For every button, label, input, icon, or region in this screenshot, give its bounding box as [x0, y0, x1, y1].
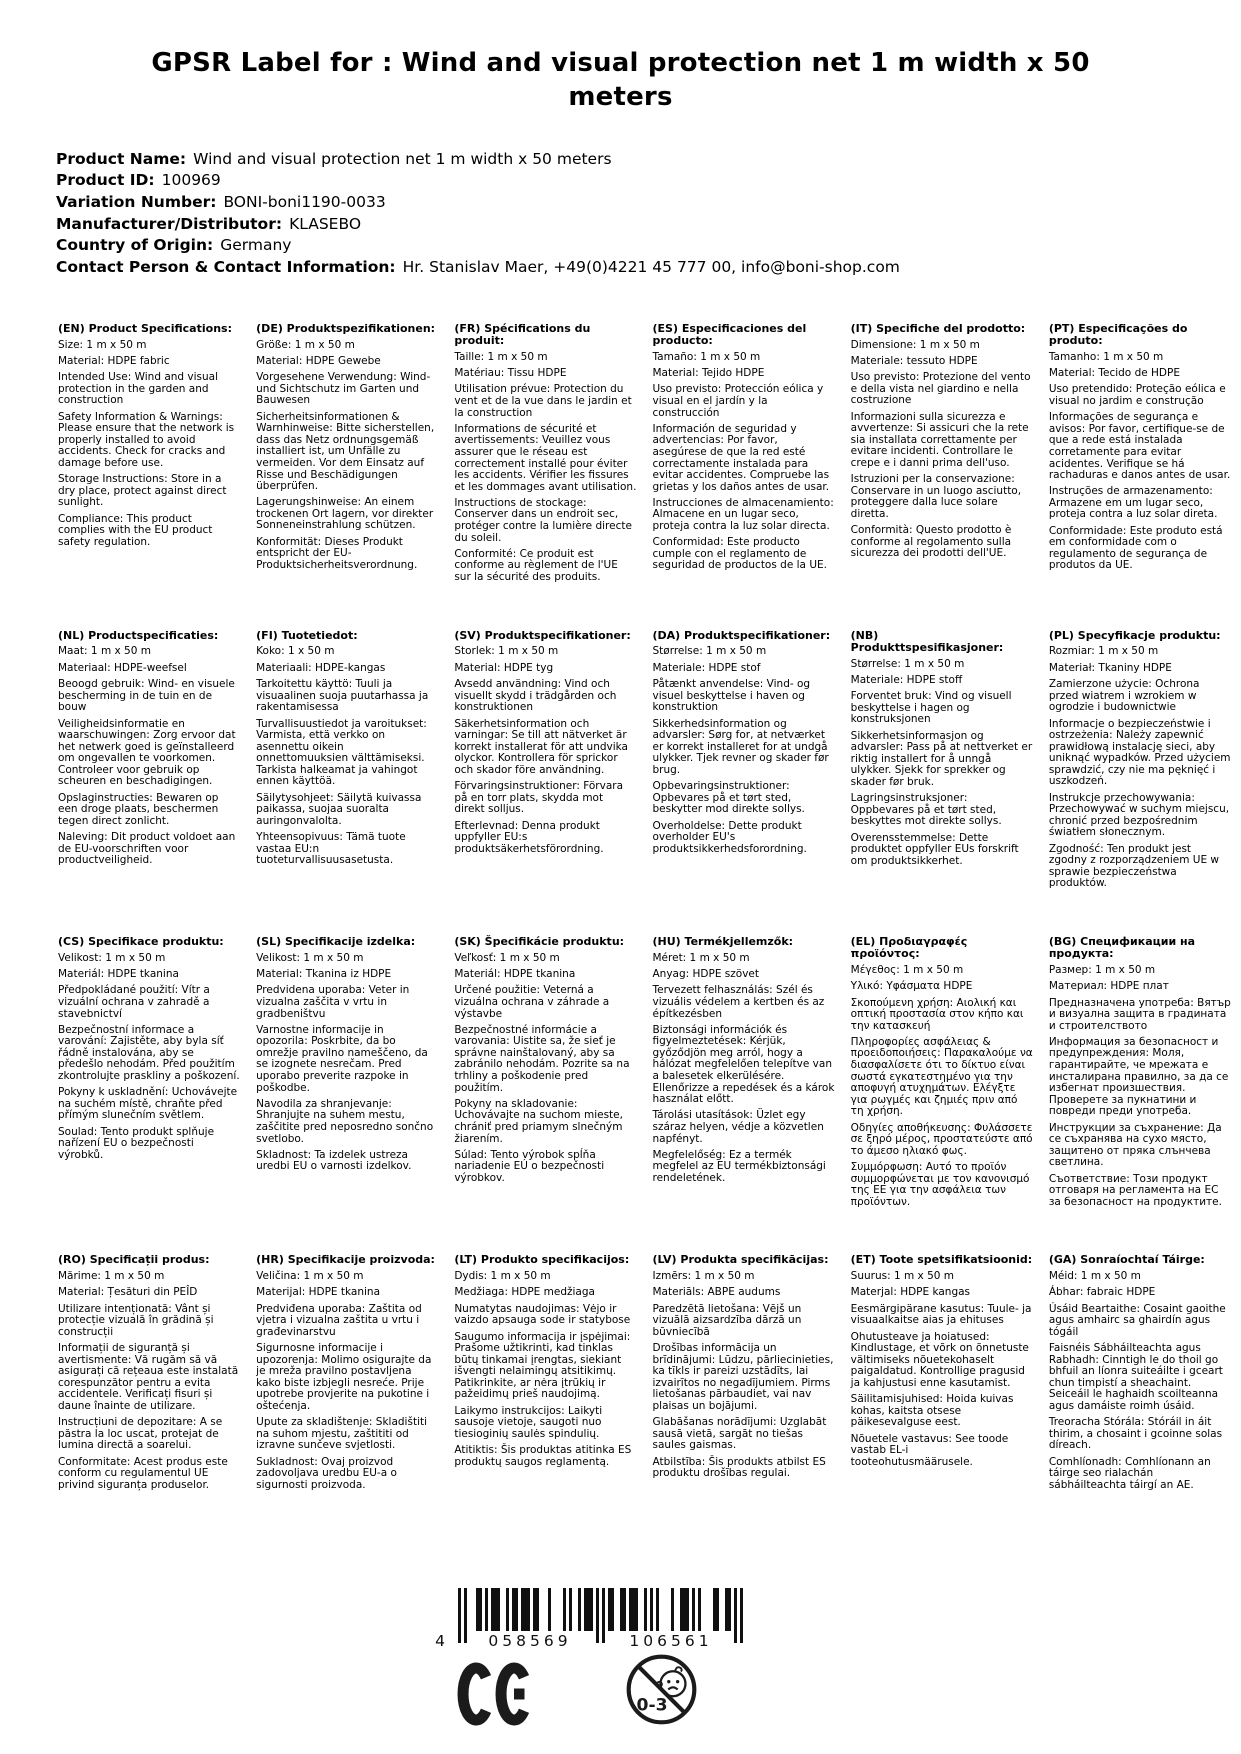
barcode-graphic — [398, 1588, 748, 1652]
spec-paragraph: Materiál: HDPE tkanina — [454, 968, 576, 981]
spec-paragraph: Predvidena uporaba: Veter in vizualna zaščita v vrtu in gradbeništvu — [256, 984, 410, 1020]
spec-paragraph: Laikymo instrukcijos: Laikyti sausoje vietoje, saugoti nuo tiesioginių saulės spindulių. — [454, 1404, 603, 1440]
spec-paragraph: Safety Information & Warnings: Please ensure that the network is properly installed to avoid accidents. Check for cracks and damage before use. — [58, 410, 235, 469]
info-field-3 — [56, 214, 1241, 236]
spec-paragraph: Pokyny na skladovanie: Uchovávajte na suchom mieste, chrániť pred priamym slnečným žiarením. — [454, 1097, 623, 1145]
spec-paragraph: Material: Tkanina iz HDPE — [256, 968, 392, 981]
spec-cell-sv — [454, 630, 636, 856]
spec-paragraph: Overensstemmelse: Dette produktet oppfyller EUs forskrift om produktsikkerhet. — [850, 831, 1019, 867]
spec-paragraph: Μέγεθος: 1 m x 50 m — [850, 963, 964, 976]
spec-paragraph: Medžiaga: HDPE medžiaga — [454, 1286, 595, 1299]
spec-cell-el — [851, 936, 1033, 1208]
spec-heading: (ET) Toote spetsifikatsioonid: — [850, 1253, 1033, 1267]
spec-heading: (EL) Προδιαγραφές προϊόντος: — [850, 934, 968, 960]
spec-paragraph: Bezpečnostné informácie a varovania: Uistite sa, že sieť je správne nainštalovaný, aby sa zabránilo nehodám. Pozrite sa na trhliny a poškodenie pred použitím. — [454, 1023, 630, 1094]
spec-cell-lt — [454, 1254, 636, 1468]
spec-cell-bg — [1049, 936, 1231, 1208]
spec-paragraph: Veličina: 1 m x 50 m — [256, 1270, 364, 1283]
spec-cell-ga — [1049, 1254, 1231, 1491]
spec-paragraph: Suurus: 1 m x 50 m — [850, 1270, 955, 1283]
barcode-right-digits: 106561 — [629, 1632, 713, 1650]
spec-paragraph: Informazioni sulla sicurezza e avvertenze: Si assicuri che la rete sia installata correttamente per evitare incidenti. Controllare le crepe e i danni prima dell'uso. — [850, 410, 1029, 469]
info-label: Contact Person & Contact Information: — [56, 258, 396, 277]
spec-paragraph: Materiaal: HDPE-weefsel — [58, 661, 187, 674]
spec-paragraph: Pokyny k uskladnění: Uchovávejte na suchém místě, chraňte před přímým slunečním světlem. — [58, 1086, 238, 1122]
spec-paragraph: Conformidade: Este produto está em conformidade com o regulamento de segurança de produtos da UE. — [1048, 524, 1223, 572]
spec-paragraph: Material: HDPE fabric — [58, 354, 170, 367]
spec-paragraph: Sukladnost: Ovaj proizvod zadovoljava uredbu EU-a o sigurnosti proizvoda. — [256, 1455, 397, 1491]
spec-heading: (HR) Specifikacije proizvoda: — [256, 1253, 435, 1267]
spec-paragraph: Πληροφορίες ασφάλειας & προειδοποιήσεις: Παρακαλούμε να διασφαλίσετε ότι το δίκτυο είναι σωστά εγκατεστημένο για την αποφυγή ατυχημάτων. Ελέγξτε για ρωγμές και ζημιές πριν από τη χρήση. — [850, 1035, 1033, 1118]
spec-paragraph: Съответствие: Този продукт отговаря на регламента на ЕС за безопасност на продуктите. — [1048, 1172, 1222, 1208]
spec-heading: (EN) Product Specifications: — [58, 321, 232, 335]
spec-paragraph: Materiāls: ABPE audums — [652, 1286, 781, 1299]
spec-paragraph: Yhteensopivuus: Tämä tuote vastaa EU:n tuoteturvallisuusasetusta. — [256, 831, 406, 867]
spec-paragraph: Sikkerhetsinformasjon og advarsler: Pass på at nettverket er riktig installert for å unngå ulykker. Sjekk for sprekker og skader før bruk. — [850, 729, 1033, 788]
info-value: BONI-boni1190-0033 — [223, 193, 386, 211]
spec-paragraph: Størrelse: 1 m x 50 m — [850, 657, 965, 670]
spec-paragraph: Información de seguridad y advertencias: Por favor, asegúrese de que la red esté correctamente instalada para evitar accidentes. Compruebe las grietas y los daños antes de usar. — [652, 422, 830, 493]
spec-paragraph: Úsáid Beartaithe: Cosaint gaoithe agus amhairc sa ghairdín agus tógáil — [1048, 1302, 1226, 1338]
info-field-2 — [56, 192, 1241, 214]
spec-paragraph: Beoogd gebruik: Wind- en visuele bescherming in de tuin en de bouw — [58, 678, 235, 714]
spec-paragraph: Материал: HDPE плат — [1048, 980, 1169, 993]
spec-paragraph: Size: 1 m x 50 m — [58, 338, 147, 351]
spec-paragraph: Biztonsági információk és figyelmeztetések: Kérjük, győződjön meg arról, hogy a hálózat megfelelően telepítve van a balesetek elkerülésére. Ellenőrizze a repedések és a károk használat előtt. — [652, 1023, 835, 1106]
spec-paragraph: Comhlíonadh: Comhlíonann an táirge seo rialachán sábháilteachta táirgí an AE. — [1048, 1455, 1211, 1491]
product-info-block — [56, 149, 1241, 279]
age-warning-0-3-icon — [624, 1652, 699, 1731]
spec-paragraph: Material: HDPE tyg — [454, 661, 554, 674]
spec-paragraph: Atbilstība: Šis produkts atbilst ES produktu drošības regulai. — [652, 1455, 826, 1480]
spec-paragraph: Tarkoitettu käyttö: Tuuli ja visuaalinen suoja puutarhassa ja rakentamisessa — [256, 678, 429, 714]
spec-paragraph: Lagerungshinweise: An einem trockenen Ort lagern, vor direkter Sonneneinstrahlung schützen. — [256, 496, 434, 532]
spec-paragraph: Sikkerhedsinformation og advarsler: Sørg for, at netværket er korrekt installeret for at undgå ulykker. Tjek revner og skader før brug. — [652, 717, 829, 776]
spec-heading: (NB) Produkttspesifikasjoner: — [850, 628, 1004, 654]
spec-cell-fi — [256, 630, 438, 867]
info-field-1 — [56, 170, 1241, 192]
spec-cell-et — [851, 1254, 1033, 1468]
spec-paragraph: Treoracha Stórála: Stóráil in áit thirim, a chosaint i gcoinne solas díreach. — [1048, 1416, 1223, 1452]
info-value: 100969 — [161, 171, 221, 190]
spec-heading: (SL) Specifikacije izdelka: — [256, 934, 416, 948]
spec-heading: (GA) Sonraíochtaí Táirge: — [1048, 1253, 1205, 1267]
spec-paragraph: Konformität: Dieses Produkt entspricht der EU-Produktsicherheitsverordnung. — [256, 535, 418, 571]
page-title: GPSR Label for : Wind and visual protection net 1 m width x 50 meters — [151, 48, 1090, 113]
spec-paragraph: Conformità: Questo prodotto è conforme al regolamento sulla sicurezza dei prodotti dell'UE. — [850, 524, 1012, 560]
spec-cell-it — [851, 323, 1033, 560]
spec-paragraph: Instrucciones de almacenamiento: Almacene en un lugar seco, proteja contra la luz solar directa. — [652, 496, 834, 533]
age-warning-label: 0-3 — [636, 1695, 668, 1716]
spec-paragraph: Sigurnosne informacije i upozorenja: Molimo osigurajte da je mreža pravilno postavljena kako biste izbjegli nesreće. Prije upotrebe provjerite na pukotine i oštećenja. — [256, 1342, 432, 1412]
spec-paragraph: Intended Use: Wind and visual protection in the garden and construction — [58, 371, 219, 407]
spec-paragraph: Informații de siguranță și avertismente: Vă rugăm să vă asigurați că rețeaua este instalată corespunzător pentru a evita accidentele. Verificați fisuri și daune înainte de utilizare. — [58, 1342, 239, 1412]
barcode-left-digits: 058569 — [488, 1632, 572, 1650]
spec-paragraph: Säkerhetsinformation och varningar: Se till att nätverket är korrekt installerat för att undvika olyckor. Kontrollera för sprickor och skador före användning. — [454, 717, 628, 776]
spec-paragraph: Rozmiar: 1 m x 50 m — [1048, 645, 1159, 658]
spec-paragraph: Faisnéis Sábháilteachta agus Rabhadh: Cinntigh le do thoil go bhfuil an líonra suiteáilte i gceart chun timpistí a sheachaint. Seiceáil le haghaidh scoilteanna agus damáiste roimh úsáid. — [1048, 1342, 1223, 1412]
spec-heading: (SV) Produktspecifikationer: — [454, 628, 631, 642]
spec-heading: (PT) Especificações do produto: — [1048, 321, 1188, 347]
spec-heading: (FR) Spécifications du produit: — [454, 321, 591, 347]
spec-paragraph: Saugumo informacija ir įspėjimai: Prašome užtikrinti, kad tinklas būtų tinkamai įrengtas, siekiant išvengti nelaimingų atsitikimų. Patikrinkite, ar nėra įtrūkių ir pažeidimų prieš naudojimą. — [454, 1330, 631, 1401]
spec-paragraph: Izmērs: 1 m x 50 m — [652, 1270, 755, 1283]
spec-cell-fr — [454, 323, 636, 584]
spec-paragraph: Säilitamisjuhised: Hoida kuivas kohas, kaitsta otsese päikesevalguse eest. — [850, 1393, 1014, 1429]
spec-paragraph: Compliance: This product complies with the EU product safety regulation. — [58, 512, 213, 548]
spec-paragraph: Drošības informācija un brīdinājumi: Lūdzu, pārliecinieties, ka tīkls ir pareizi uzstādīts, lai izvairītos no negadījumiem. Pirms lietošanas pārbaudiet, vai nav plaisas un bojājumi. — [652, 1342, 834, 1412]
spec-cell-es — [653, 323, 835, 572]
spec-paragraph: Dimensione: 1 m x 50 m — [850, 338, 980, 351]
spec-paragraph: Instrucțiuni de depozitare: A se păstra la loc uscat, protejat de lumina directă a soarelui. — [58, 1416, 223, 1452]
spec-heading: (BG) Спецификации на продукта: — [1048, 934, 1196, 960]
spec-paragraph: Sicherheitsinformationen & Warnhinweise: Bitte sicherstellen, dass das Netz ordnungsgemäß installiert ist, um Unfälle zu vermeiden. Vor dem Einsatz auf Risse und Beschädigungen überprüfen. — [256, 410, 435, 493]
spec-paragraph: Veiligheidsinformatie en waarschuwingen: Zorg ervoor dat het netwerk goed is geïnstalleerd om ongevallen te voorkomen. Controleer voor gebruik op scheuren en beschadigingen. — [58, 717, 236, 788]
spec-paragraph: Taille: 1 m x 50 m — [454, 350, 548, 363]
spec-heading: (SK) Špecifikácie produktu: — [454, 934, 625, 948]
spec-paragraph: Instrukcje przechowywania: Przechowywać w suchym miejscu, chronić przed bezpośrednim światłem słonecznym. — [1048, 791, 1230, 839]
spec-paragraph: Efterlevnad: Denna produkt uppfyller EU:s produktsäkerhetsförordning. — [454, 819, 604, 855]
spec-cell-pt — [1049, 323, 1231, 572]
spec-paragraph: Conformitate: Acest produs este conform cu regulamentul UE privind siguranța produselor. — [58, 1455, 228, 1491]
spec-paragraph: Velikost: 1 m x 50 m — [256, 951, 364, 964]
spec-paragraph: Material: Țesături din PEÎD — [58, 1286, 198, 1299]
info-value: Germany — [220, 236, 292, 255]
info-label: Manufacturer/Distributor: — [56, 214, 283, 233]
spec-cell-hu — [653, 936, 835, 1185]
info-value: Wind and visual protection net 1 m width x 50 meters — [193, 149, 612, 168]
spec-heading: (ES) Especificaciones del producto: — [652, 321, 807, 347]
spec-cell-hr — [256, 1254, 438, 1491]
info-label: Product ID: — [56, 171, 155, 190]
info-label: Variation Number: — [56, 193, 217, 211]
spec-cell-pl — [1049, 630, 1231, 890]
spec-paragraph: Dydis: 1 m x 50 m — [454, 1270, 551, 1283]
spec-paragraph: Größe: 1 m x 50 m — [256, 338, 355, 351]
info-value: KLASEBO — [289, 214, 362, 233]
spec-paragraph: Vorgesehene Verwendung: Wind- und Sichtschutz im Garten und Bauwesen — [256, 371, 431, 407]
info-label: Product Name: — [56, 149, 187, 168]
spec-paragraph: Informações de segurança e avisos: Por favor, certifique-se de que a rede está instalada corretamente para evitar acidentes. Verifique se há rachaduras e danos antes de usar. — [1048, 411, 1231, 482]
spec-paragraph: Varnostne informacije in opozorila: Poskrbite, da bo omrežje pravilno nameščeno, da se izognete nesrečam. Pred uporabo preverite razpoke in poškodbe. — [256, 1023, 428, 1094]
spec-paragraph: Materiál: HDPE tkanina — [58, 968, 179, 981]
spec-cell-cs — [58, 936, 240, 1162]
spec-paragraph: Materiale: HDPE stof — [652, 661, 761, 674]
spec-paragraph: Určené použitie: Veterná a vizuálna ochrana v záhrade a výstavbe — [454, 984, 610, 1020]
specs-grid — [58, 323, 1231, 1492]
spec-cell-nb — [851, 630, 1033, 868]
spec-paragraph: Naleving: Dit product voldoet aan de EU-voorschriften voor productveiligheid. — [58, 831, 236, 867]
spec-cell-de — [256, 323, 438, 572]
spec-paragraph: Zgodność: Ten produkt jest zgodny z rozporządzeniem UE w sprawie bezpieczeństwa produktów. — [1048, 842, 1220, 890]
spec-paragraph: Conformité: Ce produit est conforme au règlement de l'UE sur la sécurité des produits. — [454, 547, 618, 584]
spec-paragraph: Размер: 1 m x 50 m — [1048, 963, 1156, 976]
spec-paragraph: Numatytas naudojimas: Vėjo ir vaizdo apsauga sode ir statybose — [454, 1302, 631, 1327]
spec-paragraph: Forventet bruk: Vind og visuell beskyttelse i hagen og konstruksjonen — [850, 690, 1012, 726]
spec-paragraph: Υλικό: Υφάσματα HDPE — [850, 980, 973, 993]
spec-paragraph: Velikost: 1 m x 50 m — [58, 951, 166, 964]
spec-heading: (CS) Specifikace produktu: — [58, 934, 224, 948]
spec-paragraph: Storage Instructions: Store in a dry place, protect against direct sunlight. — [58, 473, 227, 509]
info-label: Country of Origin: — [56, 236, 214, 255]
spec-paragraph: Mărime: 1 m x 50 m — [58, 1270, 165, 1283]
spec-paragraph: Lagringsinstruksjoner: Oppbevares på et tørt sted, beskyttes mot direkte sollys. — [850, 792, 1002, 828]
spec-paragraph: Uso previsto: Protección eólica y visual en el jardín y la construcción — [652, 383, 824, 419]
barcode — [398, 1588, 748, 1652]
spec-paragraph: Atitiktis: Šis produktas atitinka ES produktų saugos reglamentą. — [454, 1444, 632, 1468]
spec-paragraph: Informacje o bezpieczeństwie i ostrzeżenia: Należy zapewnić prawidłową instalację sieci, aby uniknąć wypadków. Przed użyciem sprawdzić, czy nie ma pęknięć i uszkodzeń. — [1048, 717, 1231, 788]
spec-paragraph: Tamanho: 1 m x 50 m — [1048, 350, 1164, 363]
spec-paragraph: Glabāšanas norādījumi: Uzglabāt sausā vietā, sargāt no tiešas saules gaismas. — [652, 1416, 827, 1452]
spec-paragraph: Ábhar: fabraic HDPE — [1048, 1286, 1156, 1299]
spec-paragraph: Σκοπούμενη χρήση: Αιολική και οπτική προστασία στον κήπο και την κατασκευή — [850, 996, 1024, 1032]
spec-paragraph: Nõuetele vastavus: See toode vastab EL-i tooteohutusmäärusele. — [850, 1432, 1009, 1468]
spec-heading: (NL) Productspecificaties: — [58, 628, 219, 642]
spec-paragraph: Předpokládané použití: Vítr a vizuální ochrana v zahradě a stavebnictví — [58, 984, 210, 1020]
spec-paragraph: Uso pretendido: Proteção eólica e visual no jardim e construção — [1048, 383, 1226, 407]
spec-paragraph: Materiał: Tkaniny HDPE — [1048, 661, 1172, 674]
spec-paragraph: Material: HDPE Gewebe — [256, 354, 381, 367]
spec-paragraph: Megfelelőség: Ez a termék megfelel az EU termékbiztonsági rendeletének. — [652, 1148, 826, 1184]
spec-paragraph: Zamierzone użycie: Ochrona przed wiatrem i wzrokiem w ogrodzie i budownictwie — [1048, 678, 1200, 714]
spec-paragraph: Méret: 1 m x 50 m — [652, 951, 750, 964]
spec-paragraph: Méid: 1 m x 50 m — [1048, 1270, 1141, 1283]
spec-cell-lv — [653, 1254, 835, 1480]
spec-heading: (HU) Termékjellemzők: — [652, 934, 794, 948]
info-field-5 — [56, 257, 1241, 279]
spec-paragraph: Συμμόρφωση: Αυτό το προϊόν συμμορφώνεται με τον κανονισμό της ΕΕ για την ασφάλεια των προϊόντων. — [850, 1161, 1030, 1208]
ce-mark-icon — [455, 1662, 533, 1730]
spec-paragraph: Paredzētā lietošana: Vējš un vizuālā aizsardzība dārzā un būvniecībā — [652, 1302, 802, 1338]
spec-paragraph: Tárolási utasítások: Üzlet egy száraz helyen, védje a közvetlen napfényt. — [652, 1109, 824, 1145]
spec-cell-sl — [256, 936, 438, 1173]
spec-paragraph: Materijal: HDPE tkanina — [256, 1286, 380, 1299]
spec-heading: (DA) Produktspecifikationer: — [652, 628, 831, 642]
spec-paragraph: Bezpečnostní informace a varování: Zajistěte, aby byla síť řádně instalována, aby se předešlo nehodám. Před použitím zkontrolujte praskliny a poškození. — [58, 1023, 240, 1083]
info-value: Hr. Stanislav Maer, +49(0)4221 45 777 00, info@boni-shop.com — [402, 258, 900, 277]
spec-paragraph: Tervezett felhasználás: Szél és vizuális védelem a kertben és az építkezésben — [652, 984, 825, 1020]
spec-paragraph: Soulad: Tento produkt splňuje nařízení EU o bezpečnosti výrobků. — [58, 1125, 215, 1161]
spec-cell-ro — [58, 1254, 240, 1491]
spec-paragraph: Uso previsto: Protezione del vento e della vista nel giardino e nella costruzione — [850, 371, 1031, 407]
spec-paragraph: Upute za skladištenje: Skladištiti na suhom mjestu, zaštititi od izravne sunčeve svjetlosti. — [256, 1416, 428, 1452]
spec-paragraph: Eesmärgipärane kasutus: Tuule- ja visuaalkaitse aias ja ehituses — [850, 1302, 1032, 1327]
spec-paragraph: Οδηγίες αποθήκευσης: Φυλάσσετε σε ξηρό μέρος, προστατεύστε από το άμεσο ηλιακό φως. — [850, 1121, 1033, 1157]
spec-paragraph: Påtænkt anvendelse: Vind- og visuel beskyttelse i haven og konstruktion — [652, 678, 811, 714]
spec-paragraph: Utilizare intenționată: Vânt și protecție vizuală în grădină și construcții — [58, 1302, 214, 1338]
spec-paragraph: Utilisation prévue: Protection du vent et de la vue dans le jardin et la construction — [454, 383, 632, 419]
spec-cell-en — [58, 323, 240, 549]
spec-paragraph: Instruções de armazenamento: Armazene em um lugar seco, proteja contra a luz solar direta. — [1048, 485, 1218, 521]
spec-heading: (LV) Produkta specifikācijas: — [652, 1253, 829, 1267]
barcode-first-digit: 4 — [435, 1632, 449, 1650]
spec-heading: (DE) Produktspezifikationen: — [256, 321, 436, 335]
spec-paragraph: Materiaali: HDPE-kangas — [256, 661, 386, 674]
spec-paragraph: Materiale: HDPE stoff — [850, 673, 963, 686]
info-field-4 — [56, 235, 1241, 257]
spec-paragraph: Koko: 1 x 50 m — [256, 645, 335, 658]
spec-paragraph: Säilytysohjeet: Säilytä kuivassa paikassa, suojaa suoralta auringonvalolta. — [256, 791, 422, 827]
spec-paragraph: Ohutusteave ja hoiatused: Kindlustage, et võrk on õnnetuste vältimiseks nõuetekohaselt paigaldatud. Kontrollige pragusid ja kahjustusi enne kasutamist. — [850, 1330, 1029, 1389]
spec-paragraph: Conformidad: Este producto cumple con el reglamento de seguridad de productos de la UE. — [652, 536, 827, 572]
spec-paragraph: Istruzioni per la conservazione: Conservare in un luogo asciutto, proteggere dalla luce solare diretta. — [850, 473, 1022, 520]
spec-paragraph: Maat: 1 m x 50 m — [58, 645, 151, 658]
spec-heading: (RO) Specificații produs: — [58, 1253, 210, 1267]
spec-paragraph: Storlek: 1 m x 50 m — [454, 645, 559, 658]
spec-cell-sk — [454, 936, 636, 1185]
spec-paragraph: Materjal: HDPE kangas — [850, 1286, 971, 1299]
spec-paragraph: Material: Tecido de HDPE — [1048, 367, 1180, 380]
spec-paragraph: Súlad: Tento výrobok spĺňa nariadenie EÚ o bezpečnosti výrobkov. — [454, 1148, 605, 1184]
spec-paragraph: Informations de sécurité et avertissements: Veuillez vous assurer que le réseau est correctement installé pour éviter les accidents. Vérifier les fissures et les dommages avant utilisation. — [454, 422, 637, 493]
spec-paragraph: Opslaginstructies: Bewaren op een droge plaats, beschermen tegen direct zonlicht. — [58, 791, 219, 827]
spec-paragraph: Turvallisuustiedot ja varoitukset: Varmista, että verkko on asennettu oikein onnettomuuksien välttämiseksi. Tarkista halkeamat ja vahingot ennen käyttöä. — [256, 717, 427, 788]
spec-paragraph: Overholdelse: Dette produkt overholder EU's produktsikkerhedsforordning. — [652, 819, 807, 855]
spec-paragraph: Skladnost: Ta izdelek ustreza uredbi EU o varnosti izdelkov. — [256, 1148, 412, 1173]
info-field-0 — [56, 149, 1241, 171]
spec-paragraph: Tamaño: 1 m x 50 m — [652, 350, 761, 363]
spec-paragraph: Matériau: Tissu HDPE — [454, 367, 567, 380]
spec-paragraph: Material: Tejido HDPE — [652, 367, 765, 380]
spec-cell-da — [653, 630, 835, 856]
spec-paragraph: Instructions de stockage: Conserver dans un endroit sec, protéger contre la lumière directe du soleil. — [454, 496, 632, 544]
spec-heading: (FI) Tuotetiedot: — [256, 628, 358, 642]
spec-paragraph: Veľkosť: 1 m x 50 m — [454, 951, 560, 964]
spec-paragraph: Avsedd användning: Vind och visuellt skydd i trädgården och konstruktionen — [454, 678, 617, 714]
spec-heading: (LT) Produkto specifikacijos: — [454, 1253, 630, 1267]
spec-paragraph: Materiale: tessuto HDPE — [850, 354, 978, 367]
spec-paragraph: Navodila za shranjevanje: Shranjujte na suhem mestu, zaščitite pred neposredno sončno svetlobo. — [256, 1097, 434, 1145]
spec-paragraph: Предназначена употреба: Вятър и визуална защита в градината и строителството — [1048, 996, 1231, 1032]
spec-paragraph: Инструкции за съхранение: Да се съхранява на сухо място, защитено от пряка слънчева светлина. — [1048, 1121, 1222, 1169]
spec-cell-nl — [58, 630, 240, 867]
spec-paragraph: Opbevaringsinstruktioner: Opbevares på et tørt sted, beskytter mod direkte sollys. — [652, 780, 805, 816]
spec-heading: (PL) Specyfikacje produktu: — [1048, 628, 1221, 642]
spec-paragraph: Størrelse: 1 m x 50 m — [652, 645, 767, 658]
spec-paragraph: Predviđena uporaba: Zaštita od vjetra i vizualna zaštita u vrtu i građevinarstvu — [256, 1302, 422, 1338]
spec-paragraph: Информация за безопасност и предупреждения: Моля, гарантирайте, че мрежата е инсталирана правилно, за да се избегнат произшествия. Проверете за пукнатини и повреди преди употреба. — [1048, 1035, 1229, 1118]
spec-paragraph: Anyag: HDPE szövet — [652, 968, 760, 981]
spec-paragraph: Förvaringsinstruktioner: Förvara på en torr plats, skydda mot direkt solljus. — [454, 780, 624, 816]
spec-heading: (IT) Specifiche del prodotto: — [850, 321, 1026, 335]
